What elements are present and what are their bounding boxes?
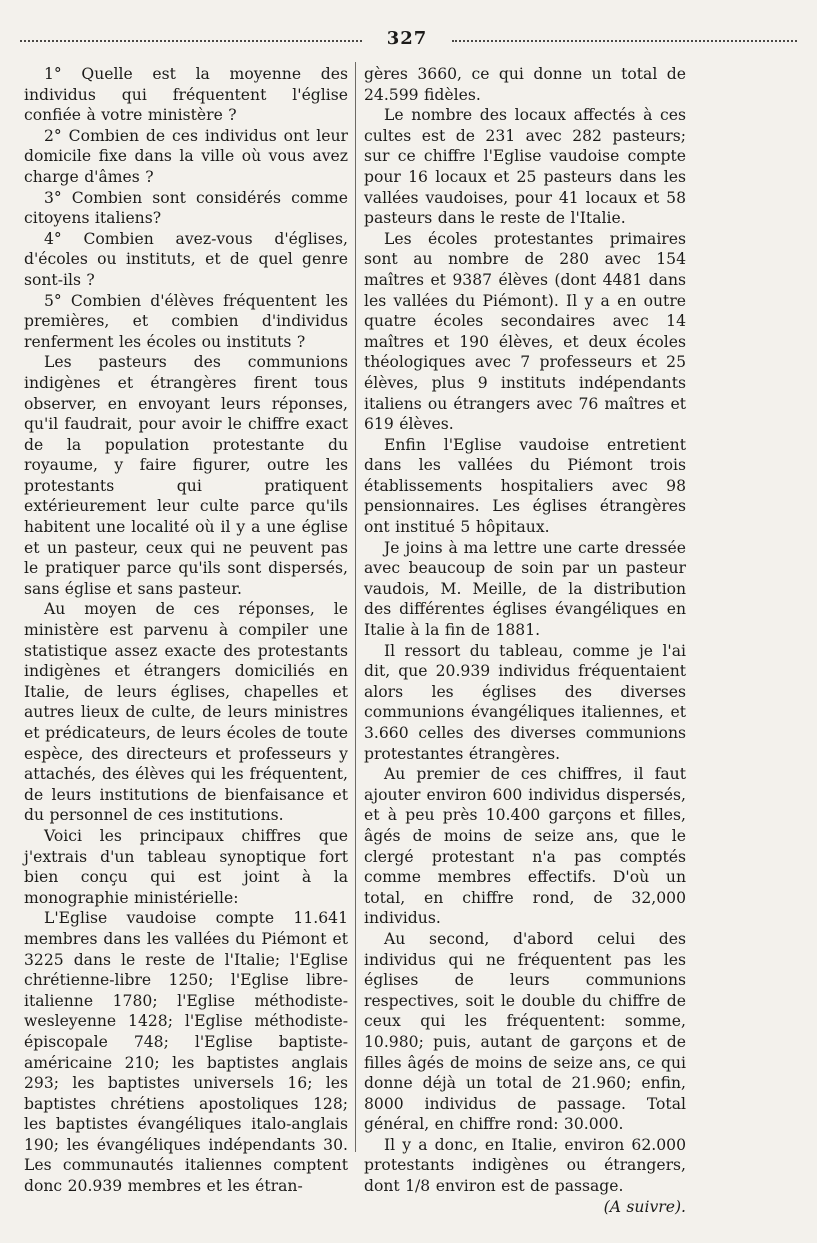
paragraph: Enfin l'Eglise vaudoise entretient dans les vallées du Piémont trois établissements hospitaliers avec 98 pensionnaires. Les églises étrangères ont institué 5 hôpitaux.: [364, 435, 686, 537]
left-column: [24, 64, 348, 1196]
to-be-continued: (A suivre).: [603, 1197, 686, 1216]
paragraph: Au moyen de ces réponses, le ministère est parvenu à compiler une statistique assez exacte des protestants indigènes et étrangers domiciliés en Italie, de leurs églises, chapelles et autres lieux de culte, de leurs ministres et prédicateurs, de leurs écoles de toute espèce, des directeurs et professeurs y attachés, des élèves qui les fréquentent, de leurs institutions de bienfaisance et du personnel de ces institutions.: [24, 600, 348, 825]
paragraph: 5° Combien d'élèves fréquentent les premières, et combien d'individus renferment les écoles ou instituts ?: [24, 291, 348, 351]
header-rule-right: [452, 40, 797, 42]
column-separator: [355, 62, 356, 1152]
paragraph: Au second, d'abord celui des individus qui ne fréquentent pas les églises de leurs communions respectives, soit le double du chiffre de ceux qui les fréquentent: somme, 10.980; puis, autant de garçons et de filles âgés de moins de seize ans, ce qui donne déjà un total de 21.960; enfin, 8000 individus de passage. Total général, en chiffre rond: 30.000.: [364, 929, 686, 1134]
header-rule-left: [20, 40, 362, 42]
paragraph: Le nombre des locaux affectés à ces cultes est de 231 avec 282 pasteurs; sur ce chiffre l'Eglise vaudoise compte pour 16 locaux et 25 pasteurs dans les vallées vaudoises, pour 41 locaux et 58 pasteurs dans le reste de l'Italie.: [364, 106, 686, 228]
paragraph: 3° Combien sont considérés comme citoyens italiens?: [24, 188, 348, 228]
paragraph: Les écoles protestantes primaires sont au nombre de 280 avec 154 maîtres et 9387 élèves (dont 4481 dans les vallées du Piémont). Il y a en outre quatre écoles secondaires avec 14 maîtres et 190 élèves, et deux écoles théologiques avec 7 professeurs et 25 élèves, plus 9 instituts indépendants italiens ou étrangers avec 76 maîtres et 619 élèves.: [364, 229, 686, 434]
paragraph: L'Eglise vaudoise compte 11.641 membres dans les vallées du Piémont et 3225 dans le reste de l'Italie; l'Eglise chrétienne-libre 1250; l'Eglise libre-italienne 1780; l'Eglise méthodiste-wesleyenne 1428; l'Eglise méthodiste-épiscopale 748; l'Eglise baptiste-américaine 210; les baptistes anglais 293; les baptistes universels 16; les baptistes chrétiens apostoliques 128; les baptistes évangéliques italo-anglais 190; les évangéliques indépendants 30. Les communautés italiennes comptent donc 20.939 membres et les étran-: [24, 909, 348, 1196]
paragraph: Voici les principaux chiffres que j'extrais d'un tableau synoptique fort bien conçu qui est joint à la monographie ministérielle:: [24, 826, 348, 907]
paragraph-continuation: gères 3660, ce qui donne un total de 24.599 fidèles.: [364, 65, 686, 104]
right-column: [364, 64, 686, 1216]
page-header: [20, 28, 797, 50]
paragraph: 1° Quelle est la moyenne des individus qui fréquentent l'église confiée à votre ministère ?: [24, 65, 348, 125]
paragraph: Je joins à ma lettre une carte dressée avec beaucoup de soin par un pasteur vaudois, M. Meille, de la distribution des différentes églises évangéliques en Italie à la fin de 1881.: [364, 538, 686, 640]
paragraph: Les pasteurs des communions indigènes et étrangères firent tous observer, en envoyant leurs réponses, qu'il faudrait, pour avoir le chiffre exact de la population protestante du royaume, y faire figurer, outre les protestants qui pratiquent extérieurement leur culte parce qu'ils habitent une localité où il y a une église et un pasteur, ceux qui ne peuvent pas le pratiquer parce qu'ils sont dispersés, sans église et sans pasteur.: [24, 353, 348, 598]
paragraph: Au premier de ces chiffres, il faut ajouter environ 600 individus dispersés, et à peu près 10.400 garçons et filles, âgés de moins de seize ans, que le clergé protestant n'a pas comptés comme membres effectifs. D'où un total, en chiffre rond, de 32,000 individus.: [364, 765, 686, 928]
paragraph: Il ressort du tableau, comme je l'ai dit, que 20.939 individus fréquentaient alors les églises des diverses communions évangéliques italiennes, et 3.660 celles des diverses communions protestantes étrangères.: [364, 641, 686, 763]
page-number: 327: [386, 28, 428, 49]
paragraph: 2° Combien de ces individus ont leur domicile fixe dans la ville où vous avez charge d'âmes ?: [24, 126, 348, 186]
paragraph: 4° Combien avez-vous d'églises, d'écoles ou instituts, et de quel genre sont-ils ?: [24, 229, 348, 289]
paragraph: Il y a donc, en Italie, environ 62.000 protestants indigènes ou étrangers, dont 1/8 environ est de passage.: [364, 1135, 686, 1196]
